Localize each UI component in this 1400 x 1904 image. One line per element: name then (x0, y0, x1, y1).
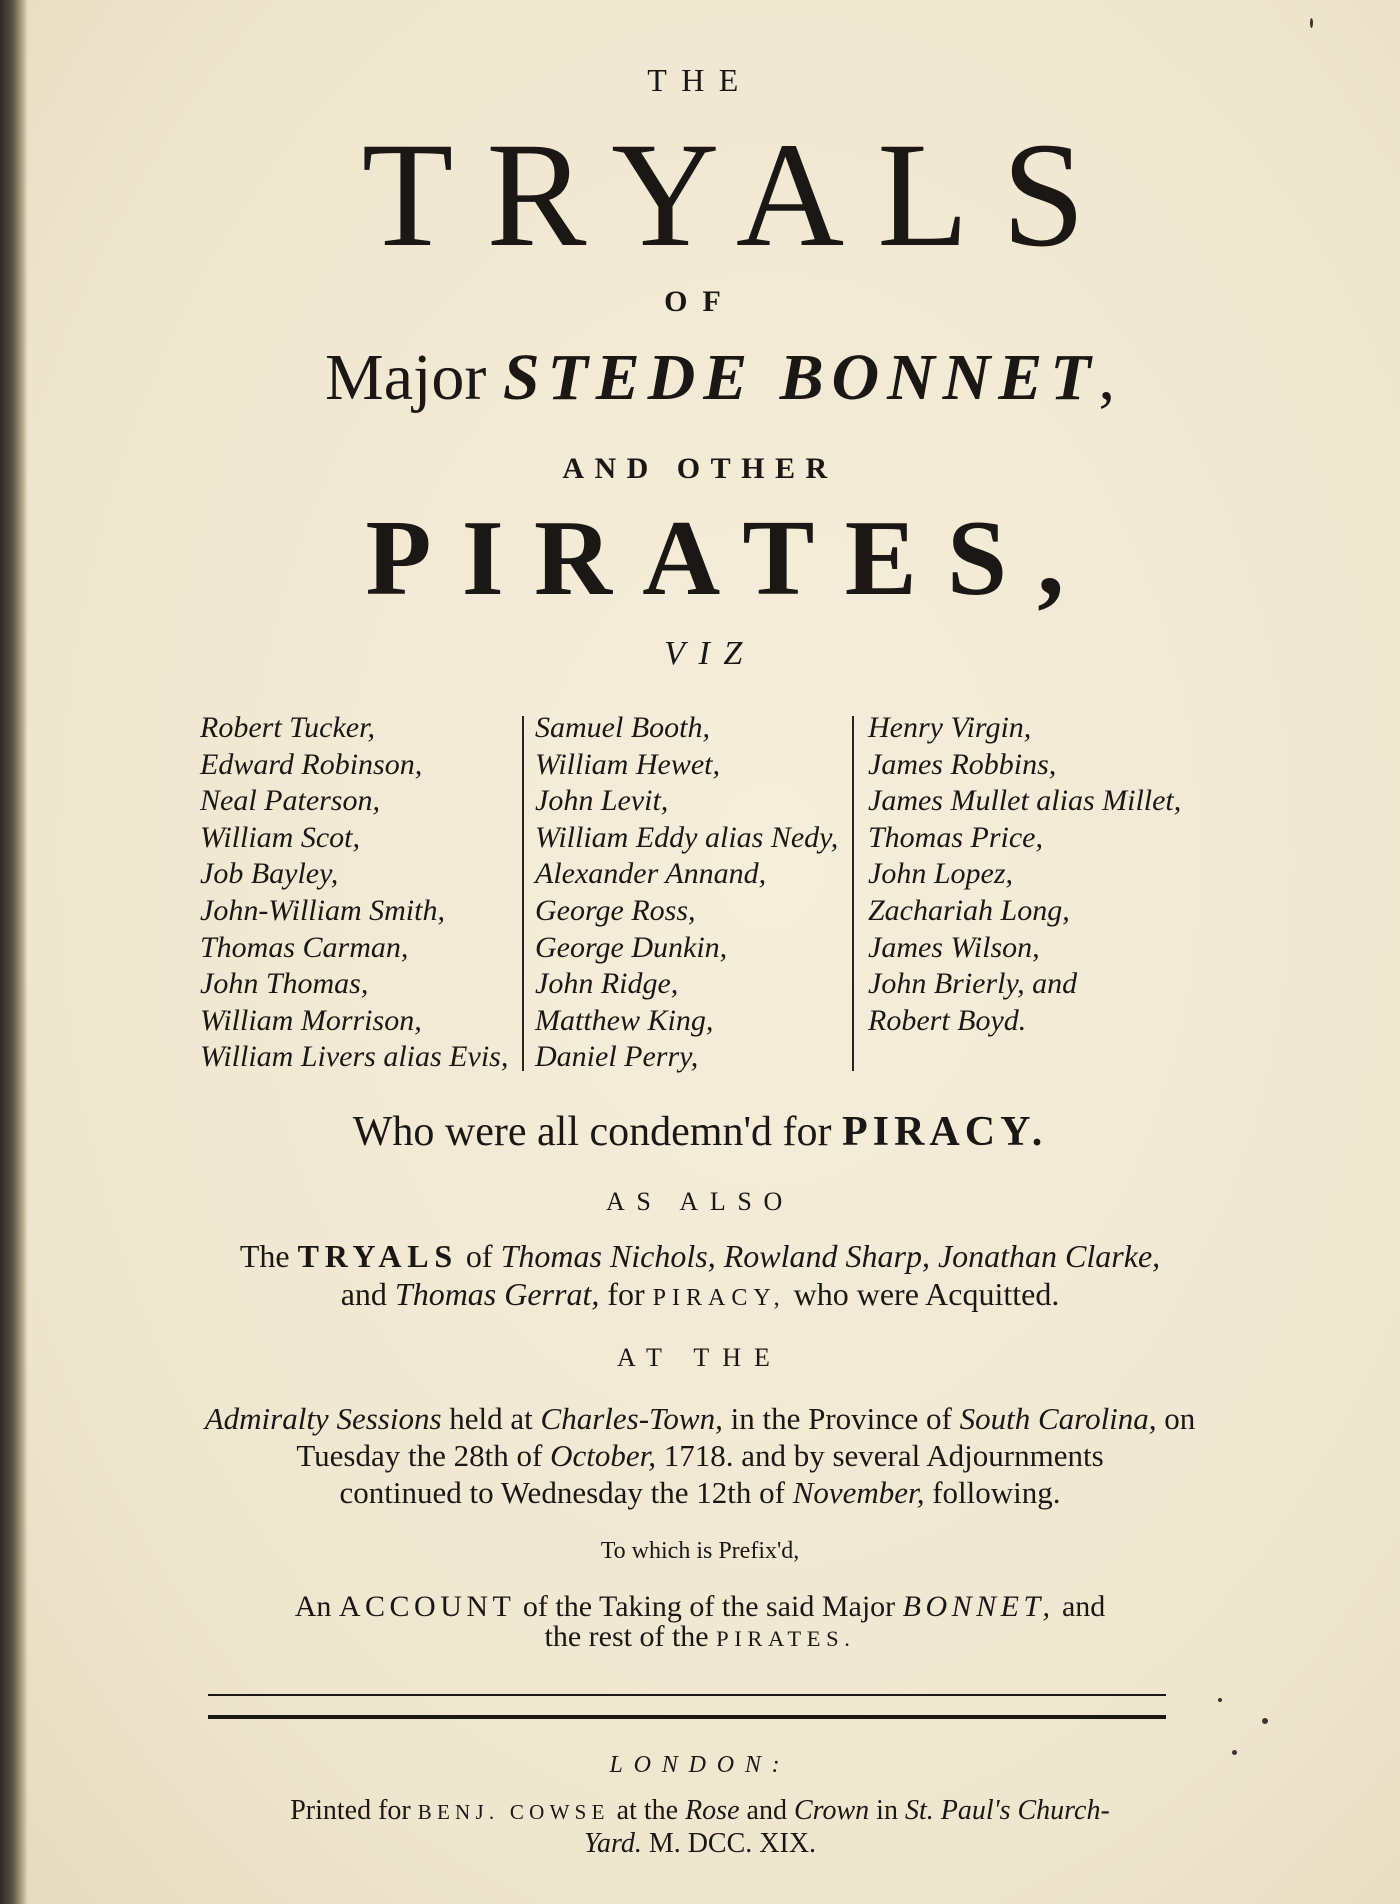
name-entry: Robert Tucker, (200, 711, 375, 744)
text-run-italic: Admiralty Sessions (204, 1401, 442, 1436)
text-run: of the Taking of the said Major (522, 1590, 896, 1623)
imprint-year: M. DCC. XIX. (648, 1828, 817, 1859)
divider-rule-thick (208, 1715, 1166, 1719)
name-entry: George Ross, (535, 893, 696, 927)
name-entry: William Morrison, (200, 1003, 422, 1037)
major-suffix: , (1098, 341, 1115, 414)
text-run-italic: November, (792, 1475, 925, 1510)
name-entry: Henry Virgin, (868, 711, 1032, 744)
name-entry: William Scot, (200, 820, 360, 854)
name-entry: James Robbins, (868, 747, 1057, 781)
name-entry: Daniel Perry, (535, 1040, 699, 1074)
condemned-text: Who were all condemn'd for (352, 1109, 832, 1155)
name-entry: Alexander Annand, (535, 857, 767, 891)
column-divider (522, 716, 524, 1071)
title-viz: VIZ (664, 635, 756, 672)
name-entry: Thomas Price, (868, 820, 1043, 854)
account-line-2 (150, 1622, 1250, 1654)
pirate-names-block (200, 710, 1200, 1080)
text-run-italic: October, (550, 1438, 656, 1473)
text-run: The (239, 1238, 290, 1274)
condemned-line (0, 1108, 1400, 1156)
acquitted-name: Thomas Gerrat, (394, 1276, 600, 1312)
acquitted-tryals-paragraph (150, 1237, 1250, 1317)
title-and-other: AND OTHER (562, 452, 838, 485)
at-the-heading: AT THE (617, 1343, 783, 1372)
name-entry: Thomas Carman, (200, 930, 409, 964)
major-prefix: Major (325, 341, 487, 414)
names-column-1 (200, 710, 508, 1076)
ink-speck (1232, 1750, 1237, 1755)
as-also-heading: AS ALSO (605, 1187, 795, 1216)
text-run: and (340, 1276, 387, 1312)
text-run: Printed for (290, 1795, 411, 1826)
name-entry: William Livers alias Evis, (200, 1040, 509, 1074)
pirates-keyword: PIRATES. (716, 1626, 856, 1651)
account-line-1 (150, 1592, 1250, 1622)
text-run-italic: Yard. (583, 1828, 642, 1859)
text-run-italic: Charles-Town, (540, 1401, 723, 1436)
name-entry: Job Bayley, (200, 857, 339, 891)
names-column-2 (535, 710, 838, 1076)
name-entry: Edward Robinson, (200, 747, 423, 781)
admiralty-line-1 (150, 1400, 1250, 1437)
name-entry: Matthew King, (535, 1003, 714, 1037)
text-run: on (1164, 1401, 1196, 1436)
title-pirates: PIRATES, (365, 499, 1095, 618)
admiralty-paragraph (150, 1400, 1250, 1511)
name-entry: John Lopez, (868, 857, 1013, 891)
title-major-line (20, 341, 1400, 414)
text-run: at the (616, 1795, 679, 1826)
ink-speck (1218, 1698, 1222, 1702)
name-entry: George Dunkin, (535, 930, 728, 964)
text-run: in the Province of (730, 1401, 952, 1436)
name-entry: John-William Smith, (200, 893, 445, 927)
name-entry: John Brierly, and (868, 967, 1078, 1001)
ink-speck (1262, 1718, 1268, 1724)
name-entry: Neal Paterson, (200, 784, 380, 818)
title-tryals: TRYALS (361, 112, 1119, 278)
piracy-keyword: PIRACY, (652, 1285, 786, 1311)
acquitted-line-1 (150, 1237, 1250, 1275)
text-run: the rest of the (544, 1620, 709, 1653)
text-run: and (746, 1795, 787, 1826)
acquitted-names: Thomas Nichols, Rowland Sharp, Jonathan Clarke, (500, 1238, 1161, 1274)
name-entry: John Ridge, (535, 967, 679, 1001)
name-entry: Robert Boyd. (868, 1003, 1027, 1037)
condemned-keyword: PIRACY. (841, 1109, 1048, 1155)
title-the: THE (647, 62, 753, 98)
imprint-line-1 (150, 1795, 1250, 1828)
text-run: and (1061, 1590, 1106, 1623)
divider-rule-thin (208, 1694, 1166, 1696)
name-entry: James Mullet alias Millet, (868, 784, 1182, 818)
imprint-line-2 (150, 1828, 1250, 1860)
text-run-italic: Rose (685, 1795, 740, 1826)
account-paragraph (150, 1592, 1250, 1654)
text-run: An (294, 1590, 332, 1623)
text-run: Tuesday the 28th of (296, 1438, 543, 1473)
ink-speck (1310, 18, 1313, 28)
prefix-line: To which is Prefix'd, (600, 1538, 800, 1564)
text-run-italic: St. Paul's Church- (904, 1795, 1110, 1826)
tryals-keyword: TRYALS (297, 1238, 458, 1274)
text-run-italic: South Carolina, (959, 1401, 1157, 1436)
name-entry: William Hewet, (535, 747, 720, 781)
acquitted-line-2 (150, 1275, 1250, 1317)
text-run: of (465, 1238, 493, 1274)
text-run: following. (932, 1475, 1061, 1510)
text-run-italic: Crown (793, 1795, 870, 1826)
text-run: 1718. and by several Adjournments (663, 1438, 1104, 1473)
imprint-place: LONDON: (609, 1752, 791, 1778)
admiralty-line-3 (150, 1474, 1250, 1511)
column-divider (852, 716, 854, 1071)
printer-name: BENJ. COWSE (417, 1800, 610, 1824)
name-entry: John Levit, (535, 784, 669, 818)
text-run: continued to Wednesday the 12th of (339, 1475, 785, 1510)
names-column-3 (868, 710, 1181, 1039)
name-entry: Zachariah Long, (868, 893, 1070, 927)
name-entry: John Thomas, (200, 967, 369, 1001)
imprint-paragraph (150, 1795, 1250, 1860)
title-of: OF (664, 285, 736, 318)
name-entry: William Eddy alias Nedy, (535, 820, 839, 854)
name-entry: James Wilson, (868, 930, 1040, 964)
text-run: in (876, 1795, 898, 1826)
text-run: who were Acquitted. (793, 1276, 1060, 1312)
admiralty-line-2 (150, 1437, 1250, 1474)
text-run: for (607, 1276, 645, 1312)
major-name: STEDE BONNET (502, 341, 1099, 414)
account-keyword: ACCOUNT (338, 1590, 516, 1623)
name-entry: Samuel Booth, (535, 711, 710, 744)
bonnet-name: BONNET, (902, 1590, 1055, 1623)
text-run: held at (449, 1401, 533, 1436)
